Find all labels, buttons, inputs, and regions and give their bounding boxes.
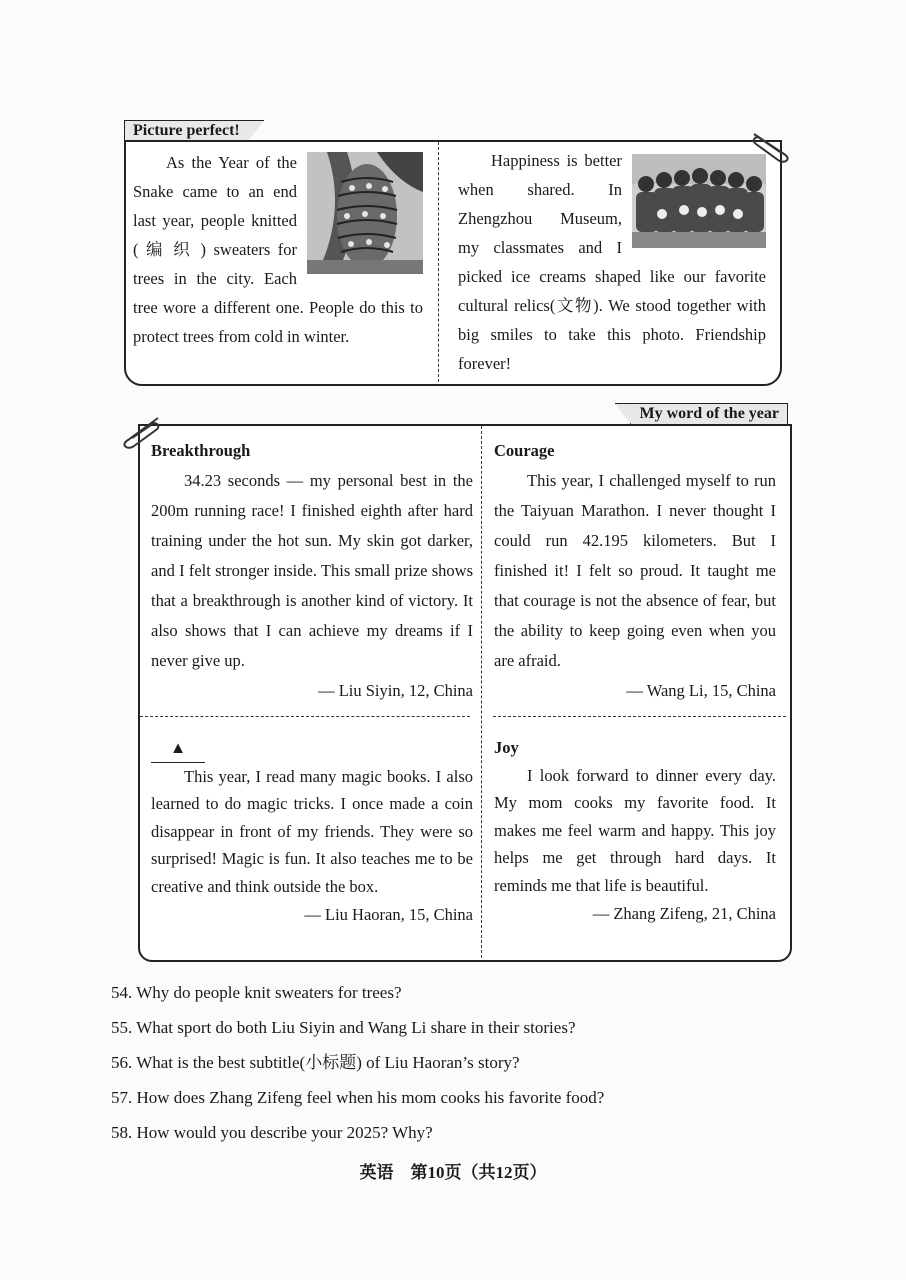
- section-tab-label: Picture perfect!: [133, 122, 240, 139]
- story-signature: — Liu Haoran, 15, China: [304, 904, 473, 924]
- section-tab-picture-perfect: [124, 120, 249, 141]
- story-signature: — Liu Siyin, 12, China: [318, 681, 473, 700]
- story-title: Joy: [494, 738, 519, 757]
- page-footer: 英语 第10页（共12页）: [359, 1163, 547, 1182]
- question-58: 58. How would you describe your 2025? Why?: [111, 1123, 433, 1142]
- question-57: 57. How does Zhang Zifeng feel when his mom cooks his favorite food?: [111, 1088, 605, 1107]
- column-divider: [438, 142, 439, 382]
- row-divider: [140, 716, 470, 717]
- section-tab-word-of-year: [630, 403, 788, 424]
- story-body: 34.23 seconds — my personal best in the 200m running race! I finished eighth after hard training under the hot sun. My skin got darker, and I felt stronger inside. This small prize shows that a breakthrough is another kind of victory. It also shows that I can achieve my dreams if I never give up.: [151, 471, 473, 670]
- question-56: 56. What is the best subtitle(小标题) of Liu Haoran’s story?: [111, 1053, 520, 1072]
- story-signature: — Zhang Zifeng, 21, China: [592, 903, 776, 923]
- question-54: 54. Why do people knit sweaters for trees?: [111, 983, 402, 1002]
- story-joy: [494, 734, 776, 927]
- question-list: [111, 975, 604, 1150]
- section-tab-label: My word of the year: [639, 405, 779, 422]
- story-breakthrough: [151, 436, 473, 706]
- tree-sweater-photo: [307, 152, 423, 274]
- column-divider: [481, 426, 482, 958]
- story-body: I look forward to dinner every day. My mom cooks my favorite food. It makes me feel warm and happy. This joy helps me get through hard days. It reminds me that life is beautiful.: [494, 765, 776, 895]
- story-signature: — Wang Li, 15, China: [626, 681, 776, 700]
- tree-sweater-story: [133, 148, 423, 351]
- story-title: Breakthrough: [151, 441, 251, 460]
- story-body: This year, I challenged myself to run the Taiyuan Marathon. I never thought I could run 42.195 kilometers. But I finished it! I felt so proud. It taught me that courage is not the absence of fear, but the ability to keep going even when you are afraid.: [494, 471, 776, 670]
- story-title: Courage: [494, 441, 555, 460]
- story-body: This year, I read many magic books. I also learned to do magic tricks. I once made a coin disappear in front of my friends. They were so surprised! Magic is fun. It also teaches me to be creative and think outside the box.: [151, 766, 473, 896]
- story-title-blank: ▲: [151, 734, 205, 763]
- story-courage: [494, 436, 776, 706]
- question-55: 55. What sport do both Liu Siyin and Wang Li share in their stories?: [111, 1018, 576, 1037]
- row-divider: [493, 716, 786, 717]
- classmates-ice-cream-photo: [632, 154, 766, 248]
- museum-story: [458, 146, 766, 378]
- story-magic: [151, 734, 473, 928]
- tree-sweater-text: As the Year of the Snake came to an end last year, people knitted ( 编 织 ) sweaters for trees in the city. Each tree wore a different one. People do this to protect trees from cold in winter.: [133, 153, 423, 346]
- museum-text: Happiness is better when shared. In Zhengzhou Museum, my classmates and I picked ice creams shaped like our favorite cultural relics(文物). We stood together with big smiles to take this photo. Friendship forever!: [458, 151, 766, 373]
